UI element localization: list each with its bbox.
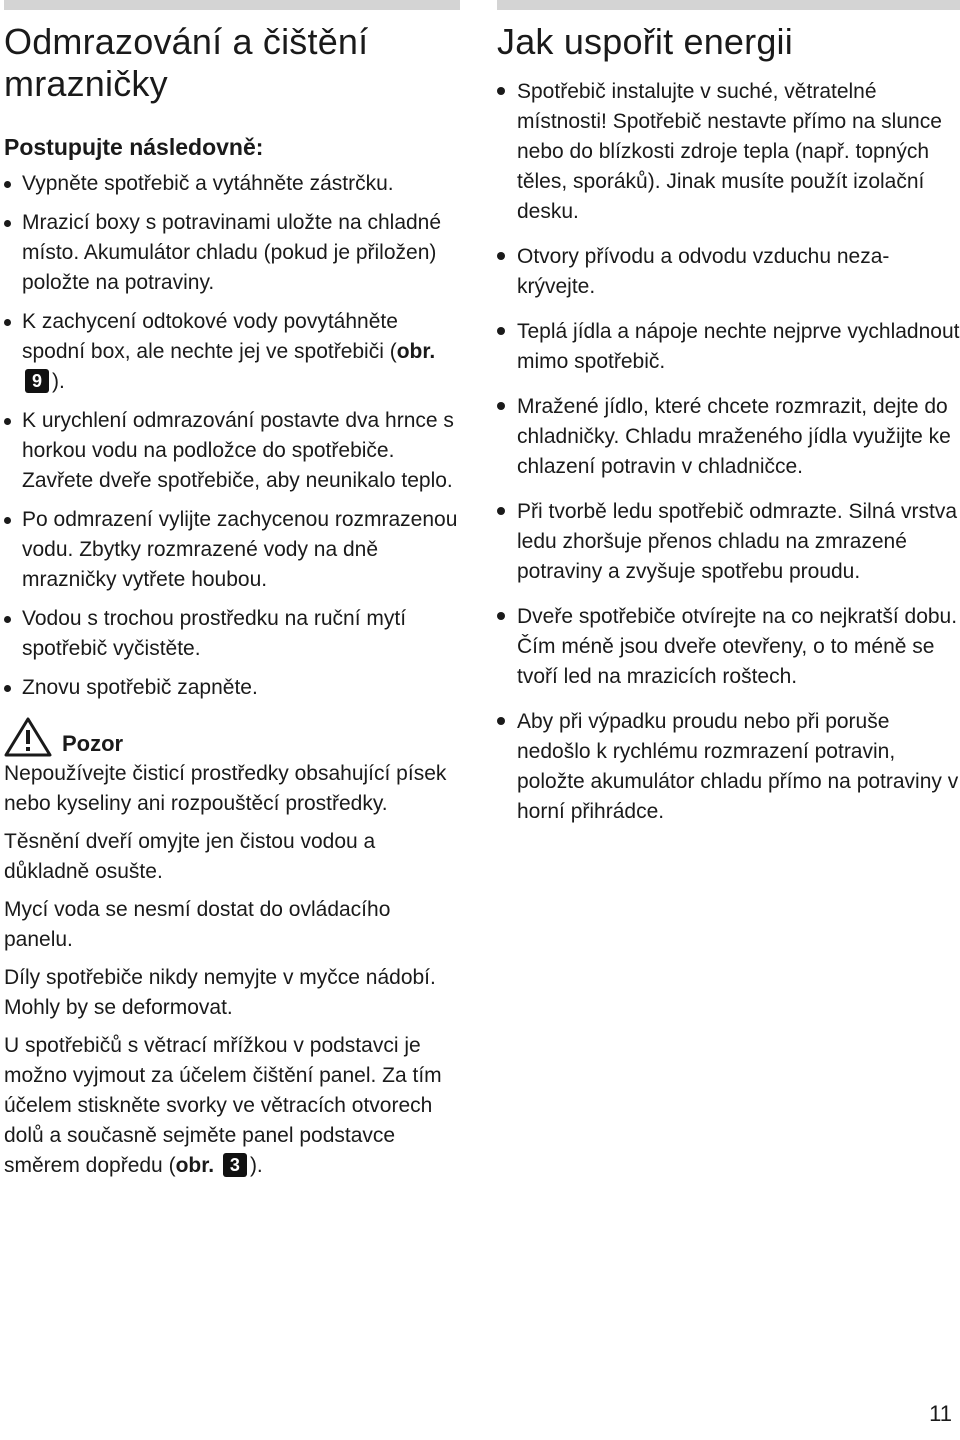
list-item: Otvory přívodu a odvodu vzduchu nezakrývejte.	[497, 242, 960, 302]
figure-reference: obr.	[396, 340, 436, 363]
energy-tips-list	[497, 77, 960, 827]
right-column	[497, 0, 960, 842]
warning-paragraph: Nepoužívejte čisticí prostředky obsahující písek nebo kyseliny ani rozpouštěcí prostředky.	[4, 762, 447, 815]
header-rule	[497, 0, 960, 10]
warning-paragraph: U spotřebičů s větrací mřížkou v podstavci je možno vyjmout za účelem čištění panel. Za tím účelem stiskněte svorky ve větracích otvorech dolů a současně sejměte panel podstavce směrem dopředu (obr. 3 ).	[4, 1034, 442, 1177]
warning-header	[4, 721, 460, 757]
procedure-subtitle: Postupujte následovně:	[4, 134, 264, 160]
warning-paragraph: Těsnění dveří omyjte jen čistou vodou a důkladně osušte.	[4, 830, 376, 883]
bullet-icon	[4, 181, 11, 188]
bullet-icon	[497, 87, 505, 95]
bullet-icon	[4, 220, 11, 227]
bullet-icon	[497, 612, 505, 620]
list-item: Aby při výpadku proudu nebo při poruše nedošlo k rychlému rozmrazení potravin, položte akumulátor chladu přímo na potraviny v horní přihrádce.	[497, 707, 960, 827]
list-item: K zachycení odtokové vody povytáhněte spodní box, ale nechte jej ve spotřebiči (obr. 9 ).	[4, 307, 460, 397]
list-item: Mrazicí boxy s potravinami uložte na chladné místo. Akumulátor chladu (pokud je přiložen) položte na potraviny.	[4, 208, 460, 298]
warning-title: Pozor	[62, 731, 124, 756]
bullet-icon	[497, 507, 505, 515]
figure-number-badge: 3	[223, 1153, 247, 1177]
list-item: Dveře spotřebiče otvírejte na co nejkratší dobu. Čím méně jsou dveře otevřeny, o to méně se tvoří led na mrazicích roštech.	[497, 602, 960, 692]
bullet-icon	[4, 517, 11, 524]
bullet-icon	[4, 319, 11, 326]
list-item: Mražené jídlo, které chcete rozmrazit, dejte do chladničky. Chladu mraženého jídla využijte ke chlazení potravin v chladničce.	[497, 392, 960, 482]
header-rule	[4, 0, 460, 10]
bullet-icon	[4, 616, 11, 623]
bullet-icon	[497, 252, 505, 260]
figure-number-badge: 9	[25, 369, 49, 393]
procedure-steps-list	[4, 169, 460, 703]
list-item: Spotřebič instalujte v suché, větratelné místnosti! Spotřebič nestavte přímo na slunce nebo do blízkosti zdroje tepla (např. topných těles, sporáků). Jinak musíte použít izolační desku.	[497, 77, 960, 227]
list-item: K urychlení odmrazování postavte dva hrnce s horkou vodu na podložce do spotřebiče. Zavřete dveře spotřebiče, aby neunikalo teplo.	[4, 406, 460, 496]
bullet-icon	[4, 685, 11, 692]
section-title-energy: Jak uspořit energii	[497, 21, 793, 62]
page-number: 11	[929, 1401, 952, 1426]
bullet-icon	[497, 402, 505, 410]
warning-paragraph: Díly spotřebiče nikdy nemyjte v myčce nádobí. Mohly by se deformovat.	[4, 966, 436, 1019]
left-column	[4, 0, 460, 1189]
bullet-icon	[497, 717, 505, 725]
warning-triangle-icon	[4, 717, 52, 757]
figure-reference: obr.	[175, 1154, 215, 1177]
list-item: Vypněte spotřebič a vytáhněte zástrčku.	[4, 169, 460, 199]
list-item: Teplá jídla a nápoje nechte nejprve vychladnout mimo spotřebič.	[497, 317, 960, 377]
bullet-icon	[497, 327, 505, 335]
list-item: Při tvorbě ledu spotřebič odmrazte. Silná vrstva ledu zhoršuje přenos chladu na zmrazené potraviny a zvyšuje spotřebu proudu.	[497, 497, 960, 587]
bullet-icon	[4, 418, 11, 425]
warning-paragraph: Mycí voda se nesmí dostat do ovládacího panelu.	[4, 898, 391, 951]
section-title-defrosting: Odmrazování a čištění mrazničky	[4, 21, 369, 104]
list-item: Po odmrazení vylijte zachycenou rozmrazenou vodu. Zbytky rozmrazené vody na dně mrazničky vytřete houbou.	[4, 505, 460, 595]
list-item: Znovu spotřebič zapněte.	[4, 673, 460, 703]
list-item: Vodou s trochou prostředku na ruční mytí spotřebič vyčistěte.	[4, 604, 460, 664]
